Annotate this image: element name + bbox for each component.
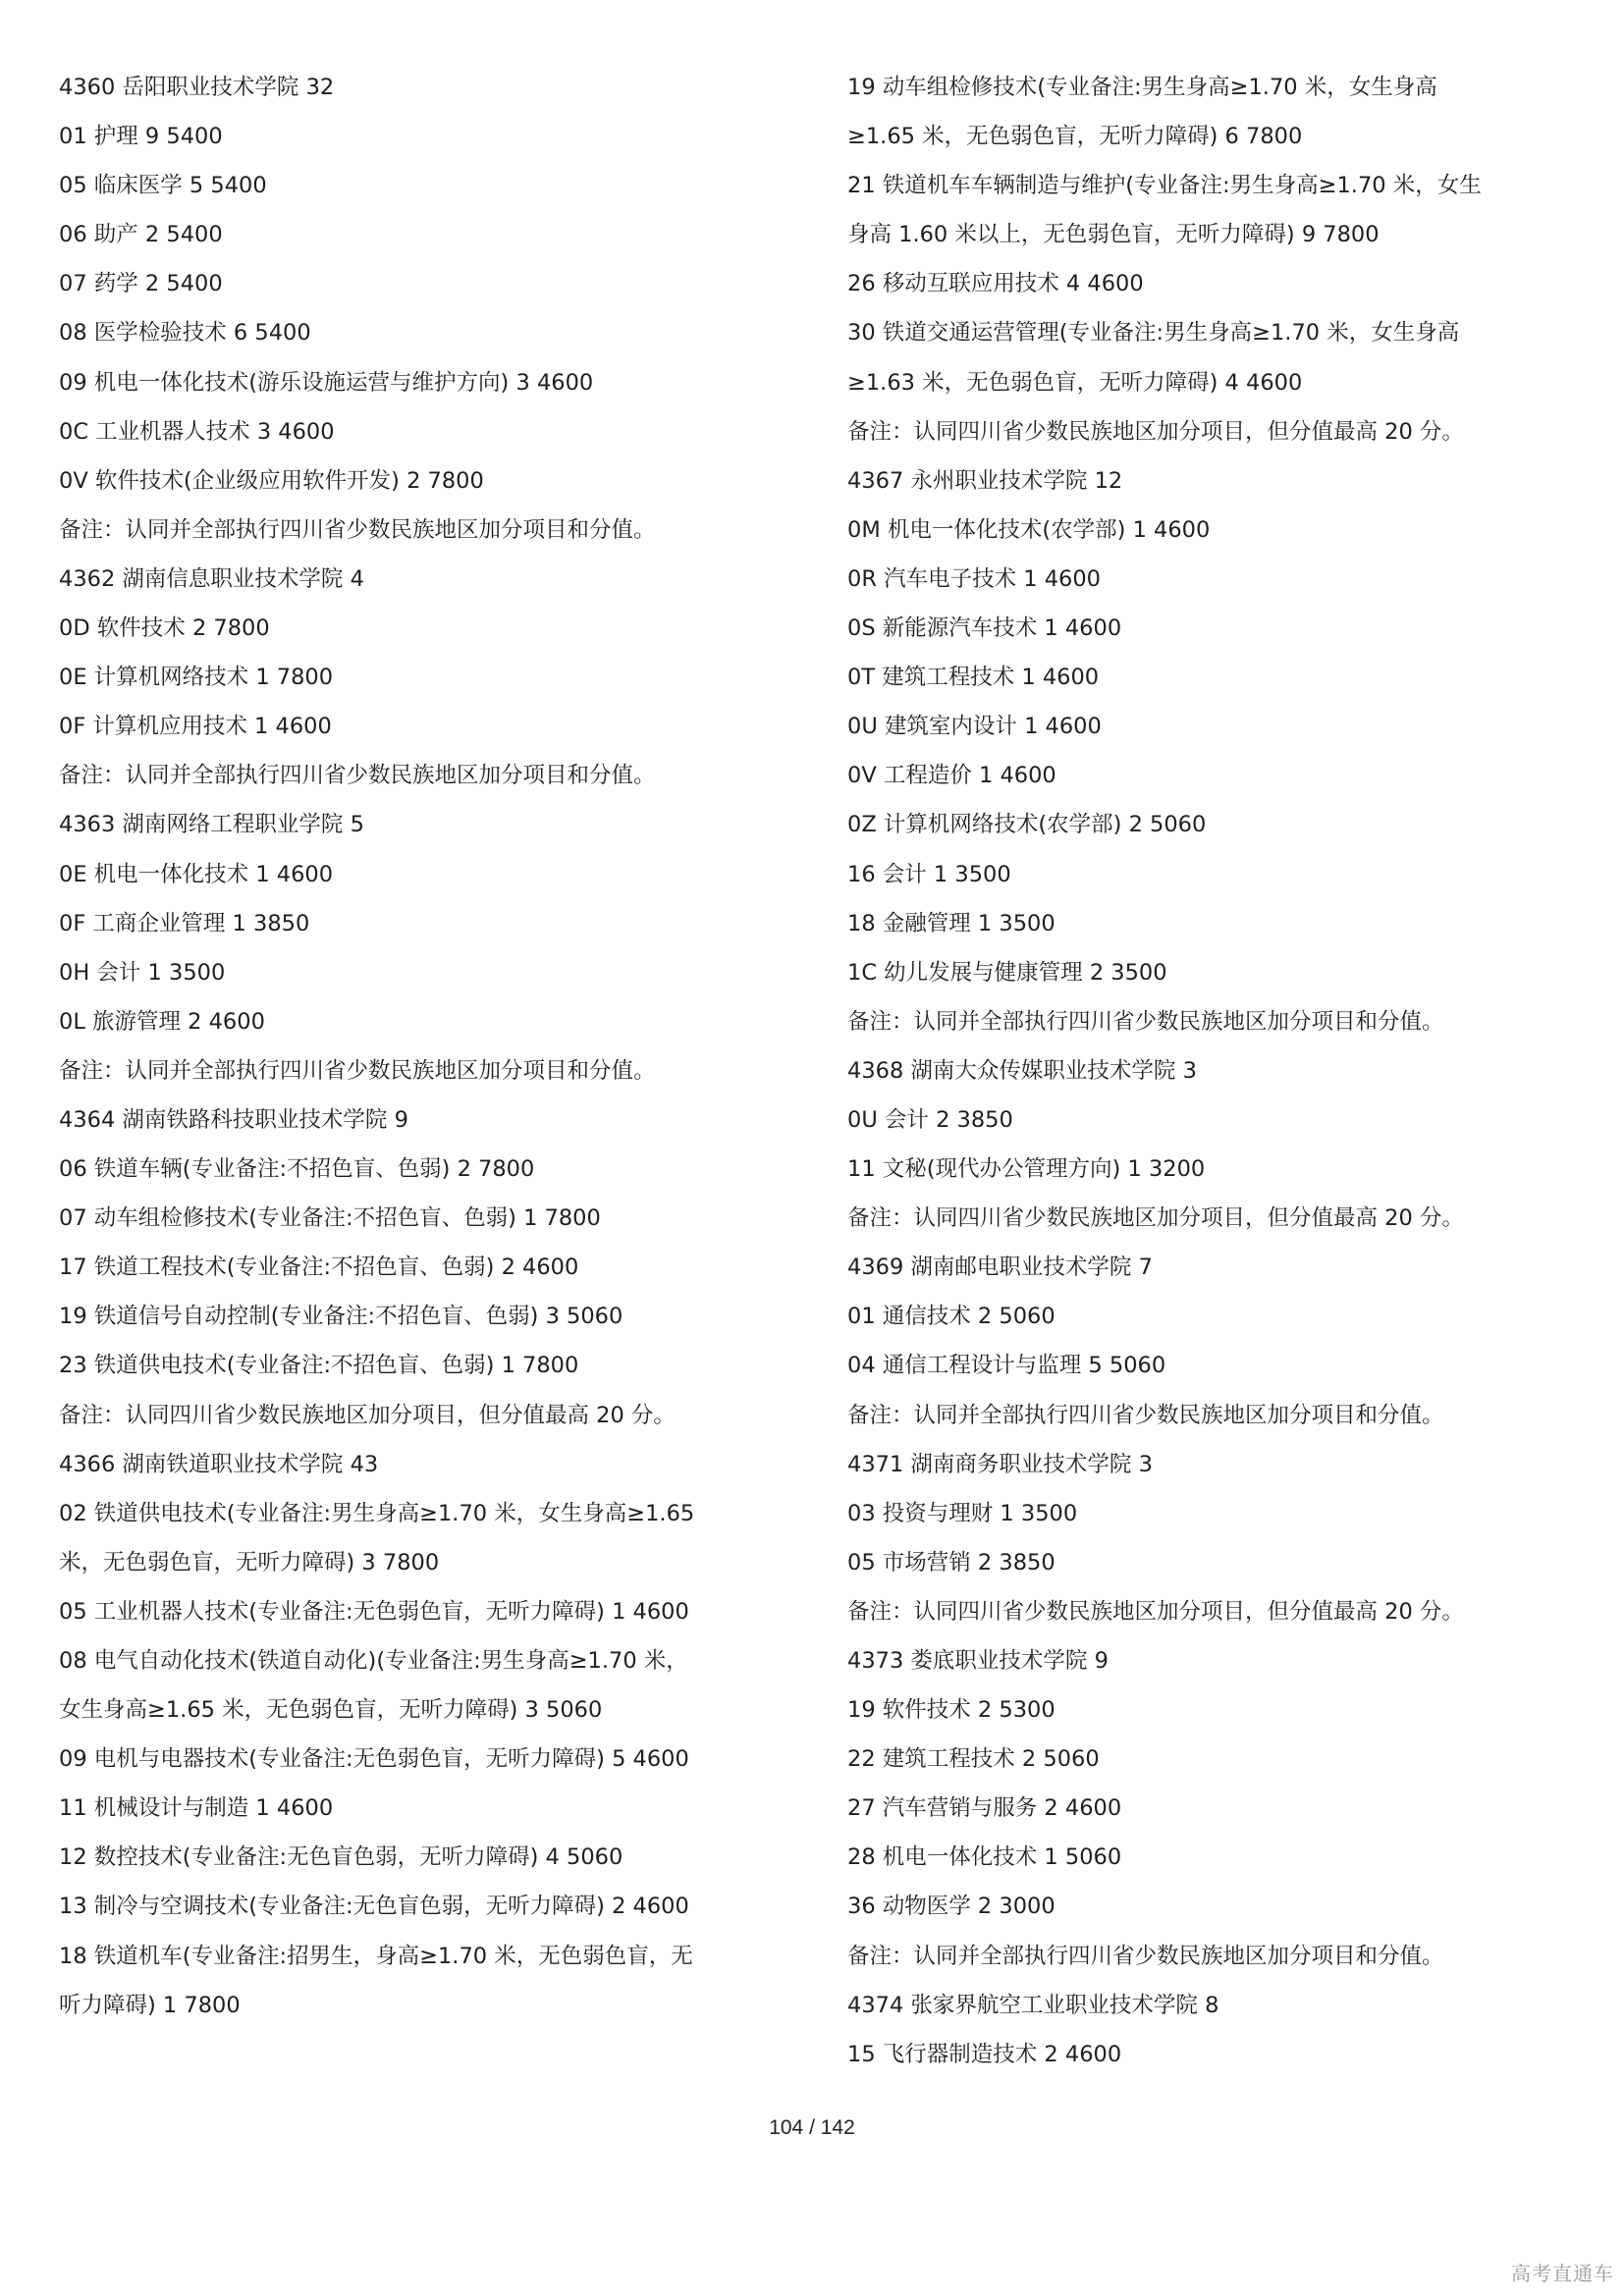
text-line: 0V 工程造价 1 4600 bbox=[847, 763, 1056, 789]
text-line: 0R 汽车电子技术 1 4600 bbox=[847, 565, 1101, 592]
text-line: 13 制冷与空调技术(专业备注:无色盲色弱，无听力障碍) 2 4600 bbox=[59, 1894, 689, 1920]
text-line: 19 铁道信号自动控制(专业备注:不招色盲、色弱) 3 5060 bbox=[59, 1304, 623, 1330]
left-column bbox=[59, 63, 805, 2030]
text-line: 0F 工商企业管理 1 3850 bbox=[59, 910, 310, 936]
text-line: 18 金融管理 1 3500 bbox=[847, 910, 1056, 936]
text-line: 备注：认同四川省少数民族地区加分项目，但分值最高 20 分。 bbox=[847, 418, 1464, 445]
text-line: ≥1.65 米，无色弱色盲，无听力障碍) 6 7800 bbox=[847, 124, 1303, 150]
text-line: 01 护理 9 5400 bbox=[59, 124, 223, 150]
text-line: 17 铁道工程技术(专业备注:不招色盲、色弱) 2 4600 bbox=[59, 1255, 579, 1281]
text-line: 08 电气自动化技术(铁道自动化)(专业备注:男生身高≥1.70 米， bbox=[59, 1648, 688, 1674]
text-line: 07 药学 2 5400 bbox=[59, 271, 223, 297]
text-line: 4366 湖南铁道职业技术学院 43 bbox=[59, 1451, 379, 1477]
text-line: 备注：认同并全部执行四川省少数民族地区加分项目和分值。 bbox=[59, 1057, 656, 1084]
text-line: 09 机电一体化技术(游乐设施运营与维护方向) 3 4600 bbox=[59, 369, 594, 396]
text-line: 备注：认同并全部执行四川省少数民族地区加分项目和分值。 bbox=[59, 763, 656, 789]
text-line: 05 工业机器人技术(专业备注:无色弱色盲，无听力障碍) 1 4600 bbox=[59, 1598, 689, 1625]
text-line: 0S 新能源汽车技术 1 4600 bbox=[847, 615, 1122, 642]
text-line: 女生身高≥1.65 米，无色弱色盲，无听力障碍) 3 5060 bbox=[59, 1697, 603, 1724]
text-line: 11 文秘(现代办公管理方向) 1 3200 bbox=[847, 1156, 1206, 1183]
text-line: 0E 机电一体化技术 1 4600 bbox=[59, 861, 334, 887]
text-line: 4368 湖南大众传媒职业技术学院 3 bbox=[847, 1057, 1197, 1084]
text-line: 4369 湖南邮电职业技术学院 7 bbox=[847, 1255, 1153, 1281]
text-line: 0T 建筑工程技术 1 4600 bbox=[847, 665, 1100, 691]
text-line: 30 铁道交通运营管理(专业备注:男生身高≥1.70 米，女生身高 bbox=[847, 320, 1460, 347]
text-line: 26 移动互联应用技术 4 4600 bbox=[847, 271, 1144, 297]
text-line: 22 建筑工程技术 2 5060 bbox=[847, 1746, 1100, 1773]
text-line: 27 汽车营销与服务 2 4600 bbox=[847, 1795, 1122, 1822]
text-line: 23 铁道供电技术(专业备注:不招色盲、色弱) 1 7800 bbox=[59, 1353, 579, 1379]
text-line: 0D 软件技术 2 7800 bbox=[59, 615, 270, 642]
text-line: 0L 旅游管理 2 4600 bbox=[59, 1008, 265, 1035]
text-line: 1C 幼儿发展与健康管理 2 3500 bbox=[847, 959, 1167, 986]
text-line: 备注：认同并全部执行四川省少数民族地区加分项目和分值。 bbox=[847, 1402, 1444, 1428]
text-line: 36 动物医学 2 3000 bbox=[847, 1894, 1056, 1920]
text-line: 4362 湖南信息职业技术学院 4 bbox=[59, 565, 364, 592]
text-line: 0H 会计 1 3500 bbox=[59, 959, 226, 986]
text-line: 备注：认同四川省少数民族地区加分项目，但分值最高 20 分。 bbox=[847, 1205, 1464, 1232]
text-line: 28 机电一体化技术 1 5060 bbox=[847, 1844, 1122, 1871]
text-line: 08 医学检验技术 6 5400 bbox=[59, 320, 311, 347]
text-line: 07 动车组检修技术(专业备注:不招色盲、色弱) 1 7800 bbox=[59, 1205, 601, 1232]
text-line: 01 通信技术 2 5060 bbox=[847, 1304, 1056, 1330]
text-line: 0U 建筑室内设计 1 4600 bbox=[847, 714, 1102, 740]
text-line: 21 铁道机车车辆制造与维护(专业备注:男生身高≥1.70 米，女生 bbox=[847, 173, 1482, 199]
text-line: 04 通信工程设计与监理 5 5060 bbox=[847, 1353, 1166, 1379]
page-number: 104 / 142 bbox=[769, 2116, 855, 2139]
text-line: 4371 湖南商务职业技术学院 3 bbox=[847, 1451, 1153, 1477]
right-column bbox=[847, 63, 1564, 2079]
text-line: 0C 工业机器人技术 3 4600 bbox=[59, 418, 335, 445]
text-line: 4360 岳阳职业技术学院 32 bbox=[59, 75, 335, 100]
text-line: 12 数控技术(专业备注:无色盲色弱，无听力障碍) 4 5060 bbox=[59, 1844, 623, 1871]
text-line: ≥1.63 米，无色弱色盲，无听力障碍) 4 4600 bbox=[847, 369, 1303, 396]
text-line: 0E 计算机网络技术 1 7800 bbox=[59, 665, 334, 691]
text-line: 06 助产 2 5400 bbox=[59, 222, 223, 248]
text-line: 06 铁道车辆(专业备注:不招色盲、色弱) 2 7800 bbox=[59, 1156, 535, 1183]
text-line: 11 机械设计与制造 1 4600 bbox=[59, 1795, 334, 1822]
text-line: 02 铁道供电技术(专业备注:男生身高≥1.70 米，女生身高≥1.65 bbox=[59, 1500, 695, 1526]
text-line: 0M 机电一体化技术(农学部) 1 4600 bbox=[847, 516, 1211, 543]
text-line: 备注：认同并全部执行四川省少数民族地区加分项目和分值。 bbox=[59, 516, 656, 543]
text-line: 19 动车组检修技术(专业备注:男生身高≥1.70 米，女生身高 bbox=[847, 75, 1437, 100]
text-line: 0Z 计算机网络技术(农学部) 2 5060 bbox=[847, 812, 1207, 838]
text-line: 4364 湖南铁路科技职业技术学院 9 bbox=[59, 1106, 408, 1133]
text-line: 备注：认同并全部执行四川省少数民族地区加分项目和分值。 bbox=[847, 1943, 1444, 1969]
text-line: 米，无色弱色盲，无听力障碍) 3 7800 bbox=[59, 1549, 440, 1575]
text-line: 19 软件技术 2 5300 bbox=[847, 1697, 1056, 1724]
text-line: 4363 湖南网络工程职业学院 5 bbox=[59, 812, 364, 838]
text-line: 备注：认同四川省少数民族地区加分项目，但分值最高 20 分。 bbox=[59, 1402, 676, 1428]
text-line: 0U 会计 2 3850 bbox=[847, 1106, 1013, 1133]
text-line: 15 飞行器制造技术 2 4600 bbox=[847, 2041, 1122, 2067]
text-line: 身高 1.60 米以上，无色弱色盲，无听力障碍) 9 7800 bbox=[847, 222, 1380, 248]
text-line: 4373 娄底职业技术学院 9 bbox=[847, 1648, 1109, 1674]
watermark-text: 高考直通车 bbox=[1511, 2262, 1614, 2285]
text-line: 18 铁道机车(专业备注:招男生，身高≥1.70 米，无色弱色盲，无 bbox=[59, 1943, 693, 1969]
text-line: 0V 软件技术(企业级应用软件开发) 2 7800 bbox=[59, 467, 484, 494]
text-line: 03 投资与理财 1 3500 bbox=[847, 1500, 1078, 1526]
text-line: 4367 永州职业技术学院 12 bbox=[847, 467, 1123, 494]
text-line: 0F 计算机应用技术 1 4600 bbox=[59, 714, 332, 740]
text-line: 09 电机与电器技术(专业备注:无色弱色盲，无听力障碍) 5 4600 bbox=[59, 1746, 689, 1773]
text-line: 05 临床医学 5 5400 bbox=[59, 173, 267, 199]
text-line: 16 会计 1 3500 bbox=[847, 861, 1011, 887]
text-line: 备注：认同并全部执行四川省少数民族地区加分项目和分值。 bbox=[847, 1008, 1444, 1035]
text-line: 备注：认同四川省少数民族地区加分项目，但分值最高 20 分。 bbox=[847, 1598, 1464, 1625]
text-line: 听力障碍) 1 7800 bbox=[59, 1992, 241, 2018]
text-line: 4374 张家界航空工业职业技术学院 8 bbox=[847, 1992, 1219, 2018]
text-line: 05 市场营销 2 3850 bbox=[847, 1549, 1056, 1575]
